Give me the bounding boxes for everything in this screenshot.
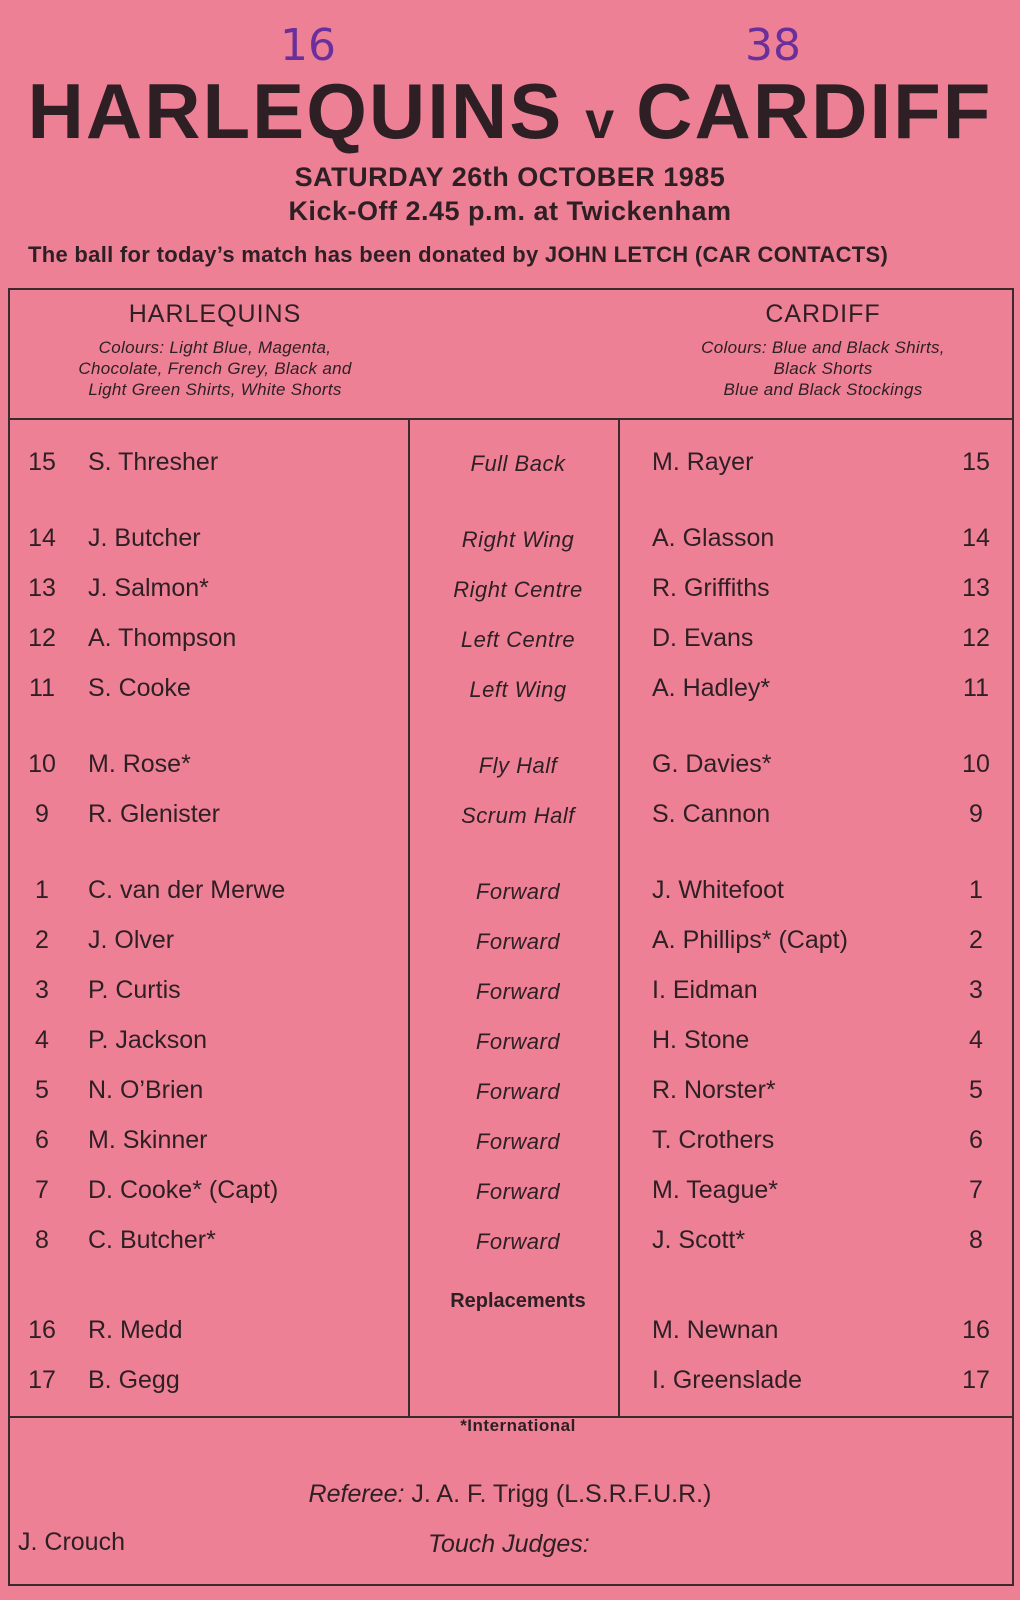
home-shirt-number: 9 [35,800,49,828]
away-player: S. Cannon [652,800,771,828]
home-player: S. Cooke [88,674,191,702]
home-player: A. Thompson [88,624,237,652]
position-label: Forward [475,929,561,954]
position-label: Forward [475,879,561,904]
table-row [8,448,1014,488]
referee-name: J. A. F. Trigg (L.S.R.F.U.R.) [411,1480,712,1508]
away-shirt-number: 3 [969,976,983,1004]
home-player: C. Butcher* [88,1226,216,1254]
versus: v [585,92,615,150]
away-player: H. Stone [652,1026,750,1054]
home-shirt-number: 3 [35,976,49,1004]
table-row [8,926,1014,966]
home-player: M. Rose* [88,750,191,778]
table-row [8,1026,1014,1066]
away-player: M. Teague* [652,1176,779,1204]
table-row [8,574,1014,614]
home-shirt-number: 15 [28,448,56,476]
home-shirt-number: 12 [28,624,56,652]
home-player: J. Olver [88,926,175,954]
away-team-header [628,300,1018,400]
table-row [8,800,1014,840]
home-player: J. Salmon* [88,574,209,602]
home-shirt-number: 2 [35,926,49,954]
match-title [0,66,1020,157]
away-shirt-number: 6 [969,1126,983,1154]
away-shirt-number: 8 [969,1226,983,1254]
away-colours: Colours: Blue and Black Shirts, Black Shorts Blue and Black Stockings [701,338,945,399]
away-shirt-number: 16 [962,1316,990,1344]
home-shirt-number: 1 [35,876,49,904]
away-player: I. Eidman [652,976,758,1004]
referee-label: Referee: [308,1480,405,1508]
away-player: J. Scott* [652,1226,746,1254]
position-label: Forward [475,1079,561,1104]
position-label: Scrum Half [461,803,575,828]
table-row [8,1076,1014,1116]
home-shirt-number: 5 [35,1076,49,1104]
header-divider [8,418,1014,420]
match-date: SATURDAY 26th OCTOBER 1985 [294,162,726,192]
right-column-divider [618,418,620,1416]
position-label: Fly Half [478,753,558,778]
away-player: G. Davies* [652,750,772,778]
home-shirt-number: 13 [28,574,56,602]
position-label: Forward [475,1179,561,1204]
table-row [8,976,1014,1016]
position-label: Forward [475,979,561,1004]
away-shirt-number: 10 [962,750,990,778]
table-row [8,524,1014,564]
away-player: R. Griffiths [652,574,770,602]
table-row [8,1226,1014,1266]
home-shirt-number: 14 [28,524,56,552]
away-shirt-number: 15 [962,448,990,476]
position-label: Forward [475,1029,561,1054]
home-team-name: HARLEQUINS [128,300,302,328]
away-player: A. Phillips* (Capt) [652,926,848,954]
home-player: J. Butcher [88,524,201,552]
home-player: R. Medd [88,1316,183,1344]
touch-judges-label: Touch Judges: [428,1530,590,1558]
away-team-name: CARDIFF [765,300,881,328]
home-shirt-number: 8 [35,1226,49,1254]
home-shirt-number: 16 [28,1316,56,1344]
handwritten-away-score: 38 [745,20,801,71]
away-shirt-number: 13 [962,574,990,602]
away-player: R. Norster* [652,1076,776,1104]
away-player: I. Greenslade [652,1366,803,1394]
table-row [8,1366,1014,1406]
home-player: N. O’Brien [88,1076,204,1104]
home-shirt-number: 4 [35,1026,49,1054]
position-label: Left Wing [469,677,567,702]
away-player: A. Hadley* [652,674,771,702]
international-footnote: *International [460,1416,576,1435]
away-shirt-number: 5 [969,1076,983,1104]
home-player: B. Gegg [88,1366,180,1394]
away-player: T. Crothers [652,1126,775,1154]
table-row [8,750,1014,790]
home-shirt-number: 10 [28,750,56,778]
away-player: J. Whitefoot [652,876,784,904]
away-shirt-number: 12 [962,624,990,652]
away-title: CARDIFF [636,67,993,155]
away-player: A. Glasson [652,524,775,552]
position-label: Right Wing [461,527,575,552]
away-player: M. Rayer [652,448,754,476]
table-row [8,1316,1014,1356]
home-player: P. Jackson [88,1026,208,1054]
position-label: Forward [475,1229,561,1254]
home-player: R. Glenister [88,800,220,828]
home-colours: Colours: Light Blue, Magenta, Chocolate, French Grey, Black and Light Green Shirts, White Shorts [78,338,352,399]
home-shirt-number: 6 [35,1126,49,1154]
position-label: Right Centre [453,577,583,602]
away-player: D. Evans [652,624,754,652]
home-team-header [20,300,410,400]
away-shirt-number: 4 [969,1026,983,1054]
position-label: Left Centre [460,627,576,652]
home-player: D. Cooke* (Capt) [88,1176,279,1204]
replacements-label: Replacements [450,1290,586,1312]
away-shirt-number: 2 [969,926,983,954]
table-row [8,1176,1014,1216]
away-shirt-number: 1 [969,876,983,904]
away-shirt-number: 17 [962,1366,990,1394]
home-shirt-number: 11 [29,674,55,702]
table-row [8,1126,1014,1166]
position-label: Forward [475,1129,561,1154]
home-player: C. van der Merwe [88,876,286,904]
home-player: S. Thresher [88,448,219,476]
kickoff-info: Kick-Off 2.45 p.m. at Twickenham [288,196,732,226]
away-shirt-number: 7 [969,1176,983,1204]
ball-donor-note: The ball for today’s match has been donated by JOHN LETCH (CAR CONTACTS) [28,242,889,267]
table-row [8,674,1014,714]
away-shirt-number: 14 [962,524,990,552]
table-row [8,624,1014,664]
home-shirt-number: 17 [28,1366,56,1394]
touch-judge-name: J. Crouch [18,1528,125,1556]
referee-line [0,1480,1020,1509]
away-shirt-number: 9 [969,800,983,828]
home-title: HARLEQUINS [27,67,564,155]
handwritten-home-score: 16 [280,20,336,71]
home-shirt-number: 7 [35,1176,49,1204]
away-shirt-number: 11 [963,674,989,702]
position-label: Full Back [470,451,566,476]
left-column-divider [408,418,410,1416]
home-player: M. Skinner [88,1126,208,1154]
home-player: P. Curtis [88,976,181,1004]
away-player: M. Newnan [652,1316,779,1344]
table-row [8,876,1014,916]
